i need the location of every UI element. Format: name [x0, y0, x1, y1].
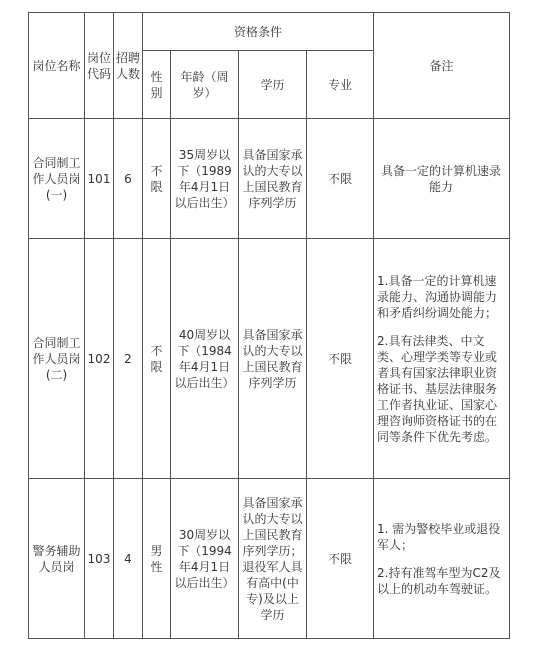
header-gender: 性别	[143, 51, 171, 119]
table-row	[29, 479, 510, 639]
cell-position-code: 103	[85, 479, 114, 639]
cell-remarks	[374, 239, 510, 479]
header-major: 专业	[307, 51, 374, 119]
remark-text: 1.具备一定的计算机速录能力、沟通协调能力和矛盾纠纷调处能力；	[377, 273, 498, 320]
cell-position-code: 101	[85, 119, 114, 239]
header-row-1	[29, 13, 510, 51]
cell-remarks	[374, 119, 510, 239]
header-recruit-count: 招聘人数	[114, 13, 143, 119]
cell-age: 35周岁以下（1989年4月1日以后出生）	[171, 119, 239, 239]
cell-count: 6	[114, 119, 143, 239]
table-row	[29, 239, 510, 479]
header-remarks: 备注	[374, 13, 510, 119]
cell-gender: 男性	[143, 479, 171, 639]
cell-position-name: 合同制工作人员岗(二)	[29, 239, 85, 479]
table-row	[29, 119, 510, 239]
cell-gender: 不限	[143, 119, 171, 239]
cell-position-name: 合同制工作人员岗(一)	[29, 119, 85, 239]
header-qualifications: 资格条件	[143, 13, 374, 51]
header-position-code: 岗位代码	[85, 13, 114, 119]
header-position-name: 岗位名称	[29, 13, 85, 119]
cell-education: 具备国家承认的大专以上国民教育序列学历	[239, 239, 307, 479]
remark-text: 具备一定的计算机速录能力	[381, 163, 502, 194]
cell-position-code: 102	[85, 239, 114, 479]
recruitment-table	[28, 12, 510, 639]
cell-count: 4	[114, 479, 143, 639]
cell-remarks	[374, 479, 510, 639]
remark-text: 1. 需为警校毕业或退役军人；	[377, 521, 501, 552]
cell-major: 不限	[307, 479, 374, 639]
cell-gender: 不限	[143, 239, 171, 479]
cell-major: 不限	[307, 119, 374, 239]
cell-count: 2	[114, 239, 143, 479]
header-education: 学历	[239, 51, 307, 119]
cell-age: 40周岁以下（1984年4月1日以后出生）	[171, 239, 239, 479]
remark-text: 2.具有法律类、中文类、心理学类等专业或者具有国家法律职业资格证书、基层法律服务工作者执业证、国家心理咨询师资格证书的在同等条件下优先考虑。	[377, 333, 498, 444]
cell-position-name: 警务辅助人员岗	[29, 479, 85, 639]
cell-major: 不限	[307, 239, 374, 479]
cell-education: 具备国家承认的大专以上国民教育序列学历；退役军人具有高中(中专)及以上学历	[239, 479, 307, 639]
cell-education: 具备国家承认的大专以上国民教育序列学历	[239, 119, 307, 239]
cell-age: 30周岁以下（1994年4月1日以后出生）	[171, 479, 239, 639]
remark-text: 2.持有准驾车型为C2及以上的机动车驾驶证。	[377, 565, 501, 596]
header-age: 年龄（周岁）	[171, 51, 239, 119]
